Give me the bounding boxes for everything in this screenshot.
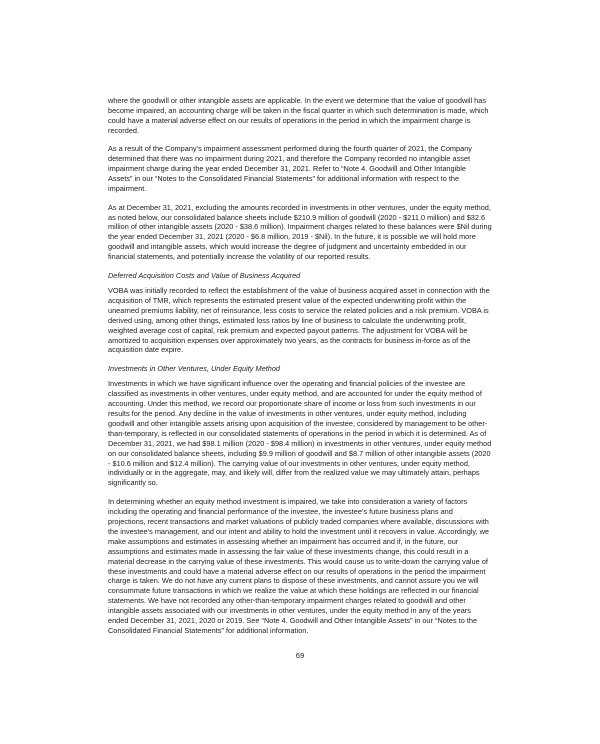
- paragraph-equity-method-accounting: Investments in which we have significant influence over the operating and financial policies of the investee are classified as investments in other ventures, under equity method, and are accounted for under the equity method of accounting. Under this method, we record our proportionate share of income or loss from such investments in our results for the period. Any decline in the value of investments in other ventures, under equity method, including goodwill and other intangible assets arising upon acquisition of the investee, considered by management to be other-than-temporary, is reflected in our consolidated statements of operations in the period in which it is determined. As of December 31, 2021, we had $98.1 million (2020 - $98.4 million) in investments in other ventures, under equity method on our consolidated balance sheets, including $9.9 million of goodwill and $8.7 million of other intangible assets (2020 - $10.6 million and $12.4 million). The carrying value of our investments in other ventures, under equity method, individually or in the aggregate, may, and likely will, differ from the realized value we may ultimately attain, perhaps significantly so.: [108, 378, 492, 488]
- paragraph-impairment-assessment-2021: As a result of the Company’s impairment assessment performed during the fourth quarter of 2021, the Company determined that there was no impairment during 2021, and therefore the Company recorded no intangible asset impairment charge during the year ended December 31, 2021. Refer to “Note 4. Goodwill and Other Intangible Assets” in our “Notes to the Consolidated Financial Statements” for additional information with respect to the impairment.: [108, 144, 472, 194]
- paragraph-goodwill-impairment-continued: where the goodwill or other intangible assets are applicable. In the event we determine that the value of goodwill has become impaired, an accounting charge will be taken in the fiscal quarter in which such determination is made, which could have a material adverse effect on our results of operations in the period in which the impairment charge is recorded.: [108, 96, 489, 135]
- paragraph-equity-method-impairment: In determining whether an equity method investment is impaired, we take into consideration a variety of factors including the operating and financial performance of the investee, the investee’s future business plans and projections, recent transactions and market valuations of publicly traded companies where available, discussions with the investee’s management, and our intent and ability to hold the investment until it recovers in value. Accordingly, we make assumptions and estimates in assessing whether an impairment has occurred and if, in the future, our assumptions and estimates made in assessing the fair value of these investments change, this could result in a material decrease in the carrying value of these investments. This would cause us to write-down the carrying value of these investments and could have a material adverse effect on our results of operations in the period the impairment charge is taken. We do not have any current plans to dispose of these investments, and cannot assure you we will consummate future transactions in which we realize the value at which these holdings are reflected in our financial statements. We have not recorded any other-than-temporary impairment charges related to goodwill and other intangible assets associated with our investments in other ventures, under the equity method in any of the years ended December 31, 2021, 2020 or 2019. See “Note 4. Goodwill and Other Intangible Assets” in our “Notes to the Consolidated Financial Statements” for additional information.: [108, 496, 490, 636]
- page-number: 69: [295, 651, 305, 660]
- section-heading-equity-method-investments: Investments in Other Ventures, Under Equity Method: [108, 363, 280, 373]
- paragraph-voba: VOBA was initially recorded to reflect the establishment of the value of business acquired asset in connection with the acquisition of TMR, which represents the estimated present value of the expected underwriting profit within the unearned premiums liability, net of reinsurance, less costs to service the related policies and a risk premium. VOBA is derived using, among other things, estimated loss ratios by line of business to calculate the underwriting profit, weighted average cost of capital, risk premium and expected payout patterns. The adjustment for VOBA will be amortized to acquisition expenses over approximately two years, as the contracts for business in-force as of the acquisition date expire.: [108, 285, 490, 355]
- section-heading-voba: Deferred Acquisition Costs and Value of Business Acquired: [108, 270, 301, 280]
- document-body: [108, 96, 492, 645]
- paragraph-goodwill-balances: As at December 31, 2021, excluding the amounts recorded in investments in other ventures, under the equity method, as noted below, our consolidated balance sheets include $210.9 million of goodwill (2020 - $211.0 million) and $32.6 million of other intangible assets (2020 - $38.6 million). Impairment charges related to these balances were $Nil during the year ended December 31, 2021 (2020 - $6.8 million, 2019 - $Nil). In the future, it is possible we will hold more goodwill and intangible assets, which would increase the degree of judgment and uncertainty embedded in our financial statements, and potentially increase the volatility of our reported results.: [108, 202, 492, 262]
